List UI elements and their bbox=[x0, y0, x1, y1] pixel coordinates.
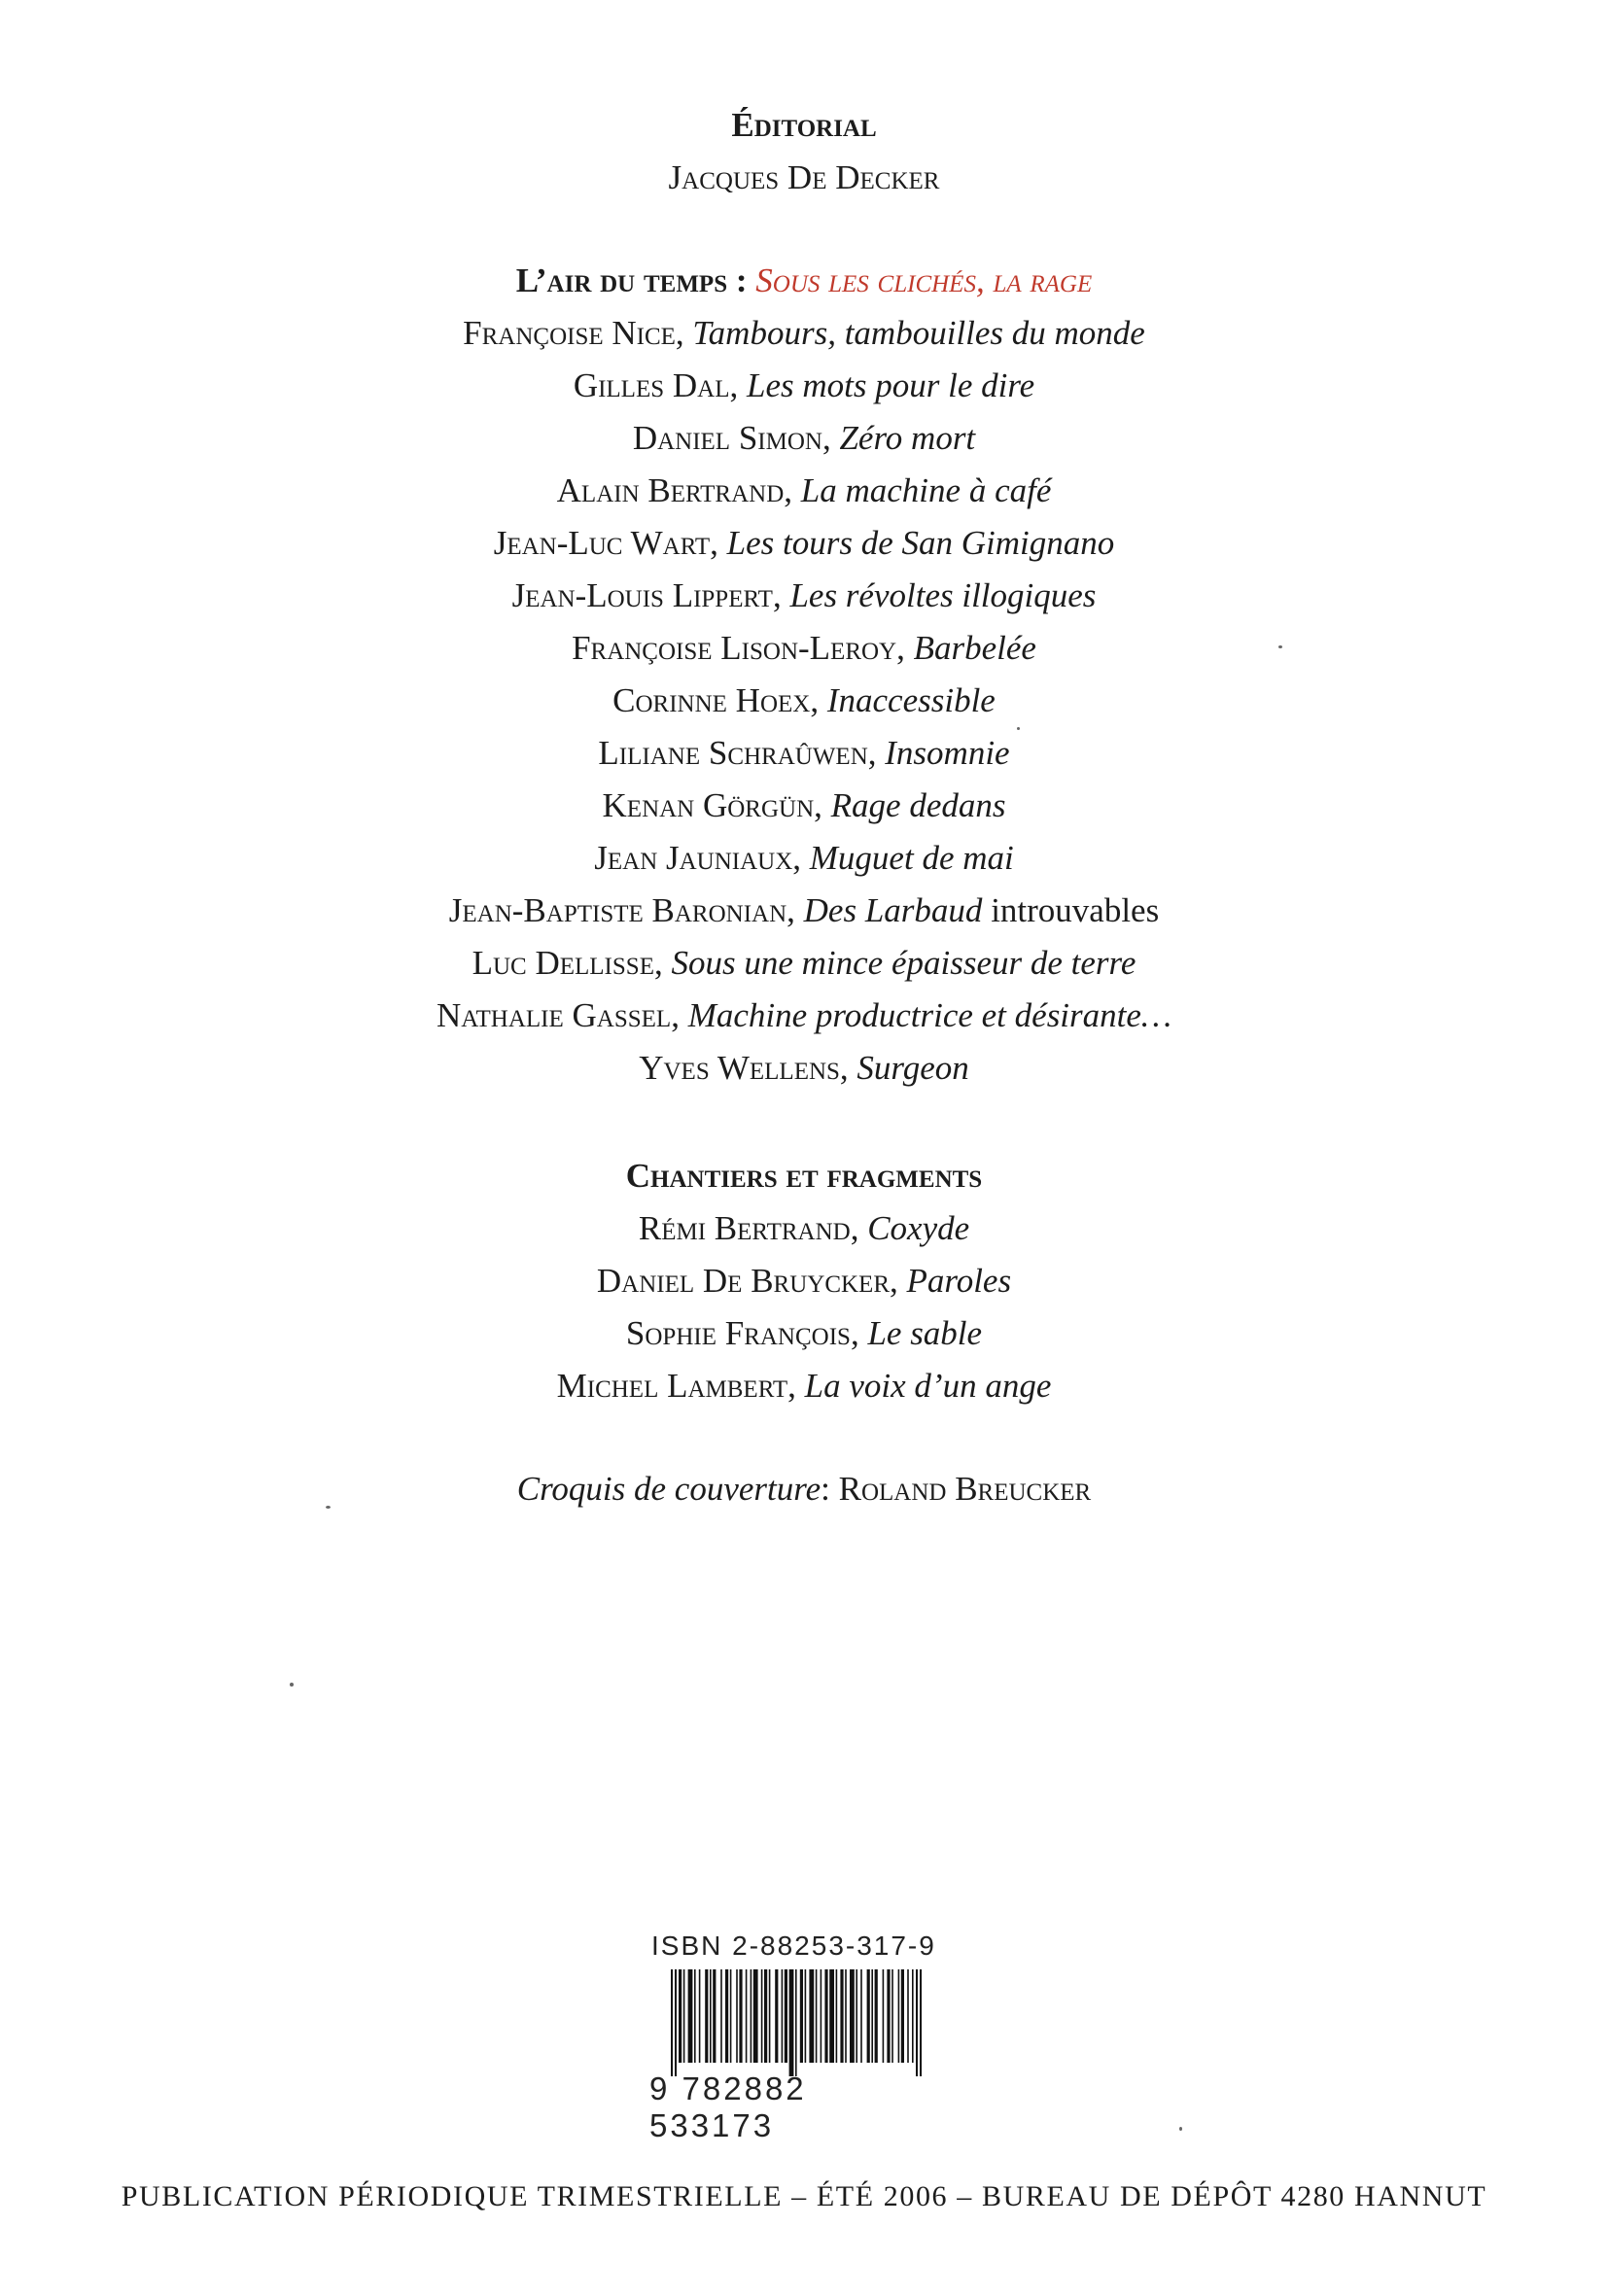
barcode-bar bbox=[764, 1969, 767, 2063]
ean-right-group: 533173 bbox=[649, 2107, 775, 2143]
chantiers-section bbox=[0, 1150, 1608, 1412]
toc-author: Yves Wellens bbox=[639, 1049, 840, 1087]
toc-title: Rage dedans bbox=[830, 786, 1006, 824]
barcode-bar bbox=[761, 1969, 763, 2063]
cover-credit bbox=[0, 1463, 1608, 1515]
cover-credit-line: Croquis de couverture: Roland Breucker bbox=[516, 1470, 1092, 1508]
scan-speck bbox=[1278, 645, 1282, 648]
toc-author: Luc Dellisse bbox=[472, 944, 654, 982]
toc-entry: Nathalie Gassel, Machine productrice et désirante… bbox=[436, 996, 1172, 1034]
toc-entry: Alain Bertrand, La machine à café bbox=[556, 471, 1052, 509]
barcode-bar bbox=[688, 1969, 693, 2063]
scan-speck bbox=[326, 1506, 331, 1509]
barcode-bar bbox=[782, 1969, 784, 2063]
toc-author: Nathalie Gassel bbox=[436, 996, 672, 1034]
toc-author: Jean-Baptiste Baronian bbox=[448, 891, 787, 929]
barcode-bar bbox=[805, 1969, 807, 2063]
toc-title: La voix d’un ange bbox=[804, 1367, 1052, 1405]
toc-entry: Françoise Nice, Tambours, tambouilles du monde bbox=[463, 314, 1145, 352]
barcode-bar bbox=[789, 1969, 794, 2076]
chantiers-heading: Chantiers et fragments bbox=[625, 1157, 983, 1195]
barcode-bar bbox=[800, 1969, 803, 2063]
barcode-bar bbox=[720, 1969, 722, 2063]
barcode-bar bbox=[860, 1969, 862, 2063]
barcode-bar bbox=[875, 1969, 878, 2063]
toc-title: Les mots pour le dire bbox=[746, 366, 1035, 404]
toc-entry: Gilles Dal, Les mots pour le dire bbox=[573, 366, 1035, 404]
barcode-bar bbox=[845, 1969, 847, 2063]
barcode-bar bbox=[871, 1969, 873, 2063]
toc-author: Jean Jauniaux bbox=[594, 839, 793, 877]
toc-entry: Yves Wellens, Surgeon bbox=[639, 1049, 969, 1087]
toc-author: Jean-Luc Wart bbox=[493, 524, 711, 562]
barcode-bar bbox=[753, 1969, 758, 2063]
barcode-bar bbox=[713, 1969, 716, 2063]
barcode-bar bbox=[856, 1969, 857, 2063]
toc-title: Des Larbaud bbox=[803, 891, 983, 929]
toc-author: Alain Bertrand bbox=[556, 471, 785, 509]
barcode-bar bbox=[883, 1969, 885, 2063]
barcode-bar bbox=[887, 1969, 890, 2063]
air-du-temps-heading-line bbox=[0, 255, 1608, 307]
toc-entry: Kenan Görgün, Rage dedans bbox=[602, 786, 1006, 824]
barcode-bar bbox=[730, 1969, 732, 2063]
air-du-temps-theme: Sous les clichés, la rage bbox=[755, 261, 1093, 299]
barcode-bar bbox=[840, 1969, 843, 2063]
toc-entry: Daniel De Bruycker, Paroles bbox=[596, 1262, 1012, 1300]
barcode-bar bbox=[671, 1969, 673, 2076]
toc-title: Les révoltes illogiques bbox=[789, 576, 1097, 614]
toc-entry: Daniel Simon, Zéro mort bbox=[632, 419, 976, 457]
toc-author: Françoise Nice bbox=[463, 314, 676, 352]
toc-title: Sous une mince épaisseur de terre bbox=[671, 944, 1136, 982]
toc-entry: Sophie François, Le sable bbox=[625, 1314, 983, 1352]
toc-author: Michel Lambert bbox=[556, 1367, 788, 1405]
barcode-bar bbox=[775, 1969, 778, 2063]
footer-publication-info: PUBLICATION PÉRIODIQUE TRIMESTRIELLE – ÉTÉ 2006 – BUREAU DE DÉPÔT 4280 HANNUT bbox=[121, 2180, 1487, 2212]
barcode-bar bbox=[751, 1969, 752, 2063]
barcode-bar bbox=[829, 1969, 834, 2063]
toc-author: Françoise Lison-Leroy bbox=[572, 629, 897, 667]
barcode-bar bbox=[912, 1969, 914, 2063]
barcode-bar bbox=[746, 1969, 748, 2063]
barcode-bar bbox=[795, 1969, 797, 2076]
barcode-bar bbox=[850, 1969, 855, 2063]
toc-author: Corinne Hoex bbox=[612, 681, 811, 719]
barcode-bar bbox=[739, 1969, 742, 2063]
editorial-section bbox=[0, 99, 1608, 204]
barcode-bar bbox=[699, 1969, 701, 2063]
barcode-bar bbox=[816, 1969, 818, 2063]
cover-credit-artist: Roland Breucker bbox=[838, 1470, 1092, 1508]
barcode-bar bbox=[836, 1969, 838, 2063]
toc-author: Jean-Louis Lippert bbox=[511, 576, 773, 614]
barcode-bar bbox=[867, 1969, 870, 2063]
toc-entry: Jean Jauniaux, Muguet de mai bbox=[594, 839, 1014, 877]
toc-entry: Michel Lambert, La voix d’un ange bbox=[556, 1367, 1052, 1405]
toc-entry: Liliane Schraûwen, Insomnie bbox=[598, 734, 1010, 772]
air-du-temps-section bbox=[0, 255, 1608, 1095]
toc-author: Sophie François bbox=[625, 1314, 851, 1352]
toc-title: Tambours, tambouilles du monde bbox=[692, 314, 1145, 352]
toc-title: Zéro mort bbox=[839, 419, 976, 457]
toc-entry: Rémi Bertrand, Coxyde bbox=[638, 1209, 970, 1247]
barcode-bar bbox=[694, 1969, 696, 2063]
cover-credit-label: Croquis de couverture bbox=[516, 1470, 821, 1508]
toc-author: Daniel De Bruycker bbox=[596, 1262, 890, 1300]
toc-title: Le sable bbox=[867, 1314, 983, 1352]
barcode-bar bbox=[901, 1969, 904, 2063]
toc-author: Gilles Dal bbox=[573, 366, 730, 404]
barcode-bar bbox=[821, 1969, 822, 2063]
toc-author: Liliane Schraûwen bbox=[598, 734, 868, 772]
scan-speck bbox=[290, 1683, 294, 1687]
barcode-bar bbox=[736, 1969, 738, 2063]
chantiers-list bbox=[0, 1202, 1608, 1412]
toc-title: Surgeon bbox=[856, 1049, 969, 1087]
toc-entry: Jean-Louis Lippert, Les révoltes illogiques bbox=[511, 576, 1097, 614]
toc-title: Paroles bbox=[906, 1262, 1012, 1300]
barcode-bar bbox=[679, 1969, 682, 2063]
barcode-bar bbox=[916, 1969, 918, 2076]
toc-title: Coxyde bbox=[867, 1209, 970, 1247]
barcode-icon bbox=[649, 1969, 941, 2076]
toc-title: Barbelée bbox=[913, 629, 1036, 667]
toc-entry: Françoise Lison-Leroy, Barbelée bbox=[572, 629, 1036, 667]
toc-title: Inaccessible bbox=[826, 681, 996, 719]
isbn-label: ISBN 2-88253-317-9 bbox=[651, 1931, 936, 1961]
toc-author: Daniel Simon bbox=[632, 419, 822, 457]
barcode-bar bbox=[683, 1969, 685, 2063]
barcode-bar bbox=[920, 1969, 922, 2076]
barcode-bar bbox=[705, 1969, 708, 2063]
editorial-author: Jacques De Decker bbox=[668, 158, 940, 196]
scan-speck bbox=[1017, 727, 1020, 730]
toc-author: Rémi Bertrand bbox=[638, 1209, 851, 1247]
isbn-block bbox=[649, 1931, 941, 2150]
toc-entry: Luc Dellisse, Sous une mince épaisseur de terre bbox=[472, 944, 1136, 982]
barcode-bar bbox=[769, 1969, 771, 2063]
ean-left-group: 782882 bbox=[682, 2070, 807, 2106]
barcode-bar bbox=[710, 1969, 712, 2063]
editorial-heading: Éditorial bbox=[731, 106, 877, 144]
toc-title: Insomnie bbox=[885, 734, 1010, 772]
ean-digits bbox=[649, 2070, 941, 2144]
air-du-temps-heading: L’air du temps : bbox=[515, 261, 748, 299]
barcode-bar bbox=[824, 1969, 827, 2063]
toc-author: Kenan Görgün bbox=[602, 786, 815, 824]
toc-title: La machine à café bbox=[800, 471, 1052, 509]
toc-title: Les tours de San Gimignano bbox=[726, 524, 1115, 562]
barcode-bar bbox=[898, 1969, 900, 2063]
toc-title: Muguet de mai bbox=[809, 839, 1014, 877]
air-du-temps-list bbox=[0, 307, 1608, 1095]
toc-entry: Jean-Luc Wart, Les tours de San Gimignano bbox=[493, 524, 1115, 562]
toc-entry: Jean-Baptiste Baronian, Des Larbaud introuvables bbox=[448, 891, 1160, 929]
toc-title-suffix: introuvables bbox=[991, 891, 1160, 929]
ean-first-digit: 9 bbox=[649, 2070, 671, 2106]
barcode-bar bbox=[675, 1969, 677, 2076]
barcode-bar bbox=[809, 1969, 814, 2063]
barcode-bar bbox=[725, 1969, 728, 2063]
toc-entry: Corinne Hoex, Inaccessible bbox=[612, 681, 996, 719]
scan-speck bbox=[1179, 2127, 1182, 2131]
barcode-bar bbox=[907, 1969, 909, 2063]
barcode-bar bbox=[891, 1969, 893, 2063]
barcode-bar bbox=[785, 1969, 787, 2063]
toc-title: Machine productrice et désirante… bbox=[687, 996, 1172, 1034]
